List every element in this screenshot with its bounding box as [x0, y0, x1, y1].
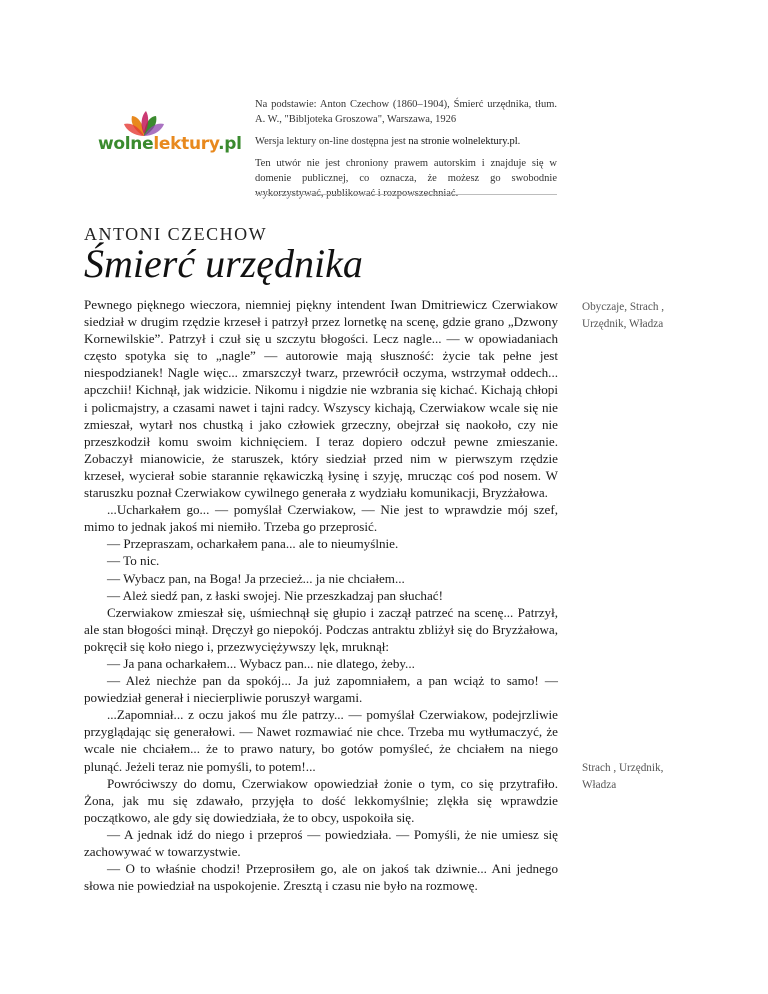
logo-text-pl: .pl [218, 134, 242, 154]
logo-wordmark [98, 134, 242, 154]
paragraph: ...Ucharkałem go... — pomyślał Czerwiakow, — Nie jest to wprawdzie mój szef, mimo to jednak jakoś mi niemiło. Trzeba go przeprosić. [84, 502, 558, 535]
logo-text-wolne: wolne [98, 134, 154, 154]
margin-theme-note[interactable]: Obyczaje, Strach , Urzędnik, Władza [582, 301, 665, 330]
source-line: Na podstawie: Anton Czechow (1860–1904), Śmierć urzędnika, tłum. A. W., "Bibljoteka Groszowa", Warszawa, 1926 [255, 99, 557, 125]
paragraph: — A jednak idź do niego i przeproś — powiedziała. — Pomyśli, że nie umiesz się zachowywać w towarzystwie. [84, 826, 558, 859]
work-title: Śmierć urzędnika [84, 241, 363, 286]
paragraph: — Ależ niechże pan da spokój... Ja już zapomniałem, a pan wciąż to samo! — powiedział generał i niecierpliwie poruszył wargami. [84, 673, 558, 706]
online-version-line [255, 134, 557, 149]
paragraph: Czerwiakow zmieszał się, uśmiechnął się głupio i zaczął patrzeć na scenę... Patrzył, ale stan błogości minął. Dręczył go niepokój. Podczas antraktu zbliżył się do Bryzżałowa, pokręcił się koło niego i, przezwyciężywszy lęk, mruknął: [84, 604, 558, 654]
paragraph: Powróciwszy do domu, Czerwiakow opowiedział żonie o tym, co się przytrafiło. Żona, jak mu się zdawało, przyjęła to dość lekkomyślnie; zlękła się wprawdzie początkowo, ale gdy się dowiedziała, że to obcy, uspokoiła się. [84, 775, 558, 825]
logo-text-lektury: lektury [153, 134, 219, 154]
paragraph: — O to właśnie chodzi! Przeprosiłem go, ale on jakoś tak dziwnie... Ani jednego słowa nie powiedział na uspokojenie. Zresztą i czasu nie było na rozmowę. [84, 861, 558, 894]
license-note: Ten utwór nie jest chroniony prawem autorskim i znajduje się w domenie publicznej, co oznacza, że możesz go swobodnie [255, 158, 557, 184]
author-name: ANTONI CZECHOW [84, 224, 268, 244]
metadata-block [255, 97, 557, 208]
header [0, 0, 768, 195]
margin-theme-note[interactable]: Strach , Urzędnik, Władza [582, 762, 664, 791]
paragraph: — Ależ siedź pan, z łaski swojej. Nie przeszkadzaj pan słuchać! [107, 587, 443, 603]
wolnelektury-logo[interactable] [98, 110, 242, 160]
online-suffix: . [517, 136, 521, 147]
wolnelektury-link[interactable]: na stronie wolnelektury.pl [408, 136, 518, 147]
paragraph: — Przepraszam, ocharkałem pana... ale to nieumyślnie. [107, 536, 399, 552]
paragraph: ...Zapomniał... z oczu jakoś mu źle patrzy... — pomyślał Czerwiakow, podejrzliwie przyglądając się generałowi. — Nawet rozmawiać nie chce. Trzeba mu wytłumaczyć, że wcale nie chciałem... że to prawo natury, bo gotów pomyśleć, że chciałem na niego plunąć. Jeżeli teraz nie pomyśli, to potem!... [84, 707, 558, 774]
paragraph: — To nic. [107, 553, 160, 569]
paragraph: — Ja pana ocharkałem... Wybacz pan... nie dlatego, żeby... [107, 655, 415, 671]
paragraph: — Wybacz pan, na Boga! Ja przecież... ja nie chciałem... [107, 570, 405, 586]
main-text [84, 296, 558, 894]
online-prefix: Wersja lektury on-line dostępna jest [255, 136, 409, 147]
paragraph: Pewnego pięknego wieczora, niemniej piękny intendent Iwan Dmitriewicz Czerwiakow siedział w drugim rzędzie krzeseł i patrzył przez lornetkę na scenę, gdzie grano „Dzwony Kornewilskie”. Patrzył i czuł się u szczytu błogości. Lecz nagle... — w opowiadaniach często spotyka się to „nagle” — autorowie mają słuszność: życie tak pełne jest niespodzianek! Nagle więc... zmarszczył twarz, przewrócił oczyma, wstrzymał oddech... apczchii! Kichnął, jak widzicie. Nikomu i nigdzie nie wzbrania się kichać. Kichają chłopi i policmajstry, a czasami nawet i tajni radcy. Wszyscy kichają, Czerwiakow wcale się nie zmieszał, wytarł nos chustką i jako człowiek grzeczny, obejrzał się naokoło, czy nie przeszkodził komu swoim kichnięciem. I teraz dopiero odczuł pewne zmieszanie. Zobaczył mianowicie, że staruszek, który siedział przed nim w pierwszym rzędzie krzeseł, wycierał sobie starannie rękawiczką łysinę i szyję, mrucząc coś pod nosem. W staruszku poznał Czerwiakow cywilnego generała z wydziału komunikacji, Bryzżałowa. [84, 297, 558, 501]
header-divider [255, 194, 557, 195]
